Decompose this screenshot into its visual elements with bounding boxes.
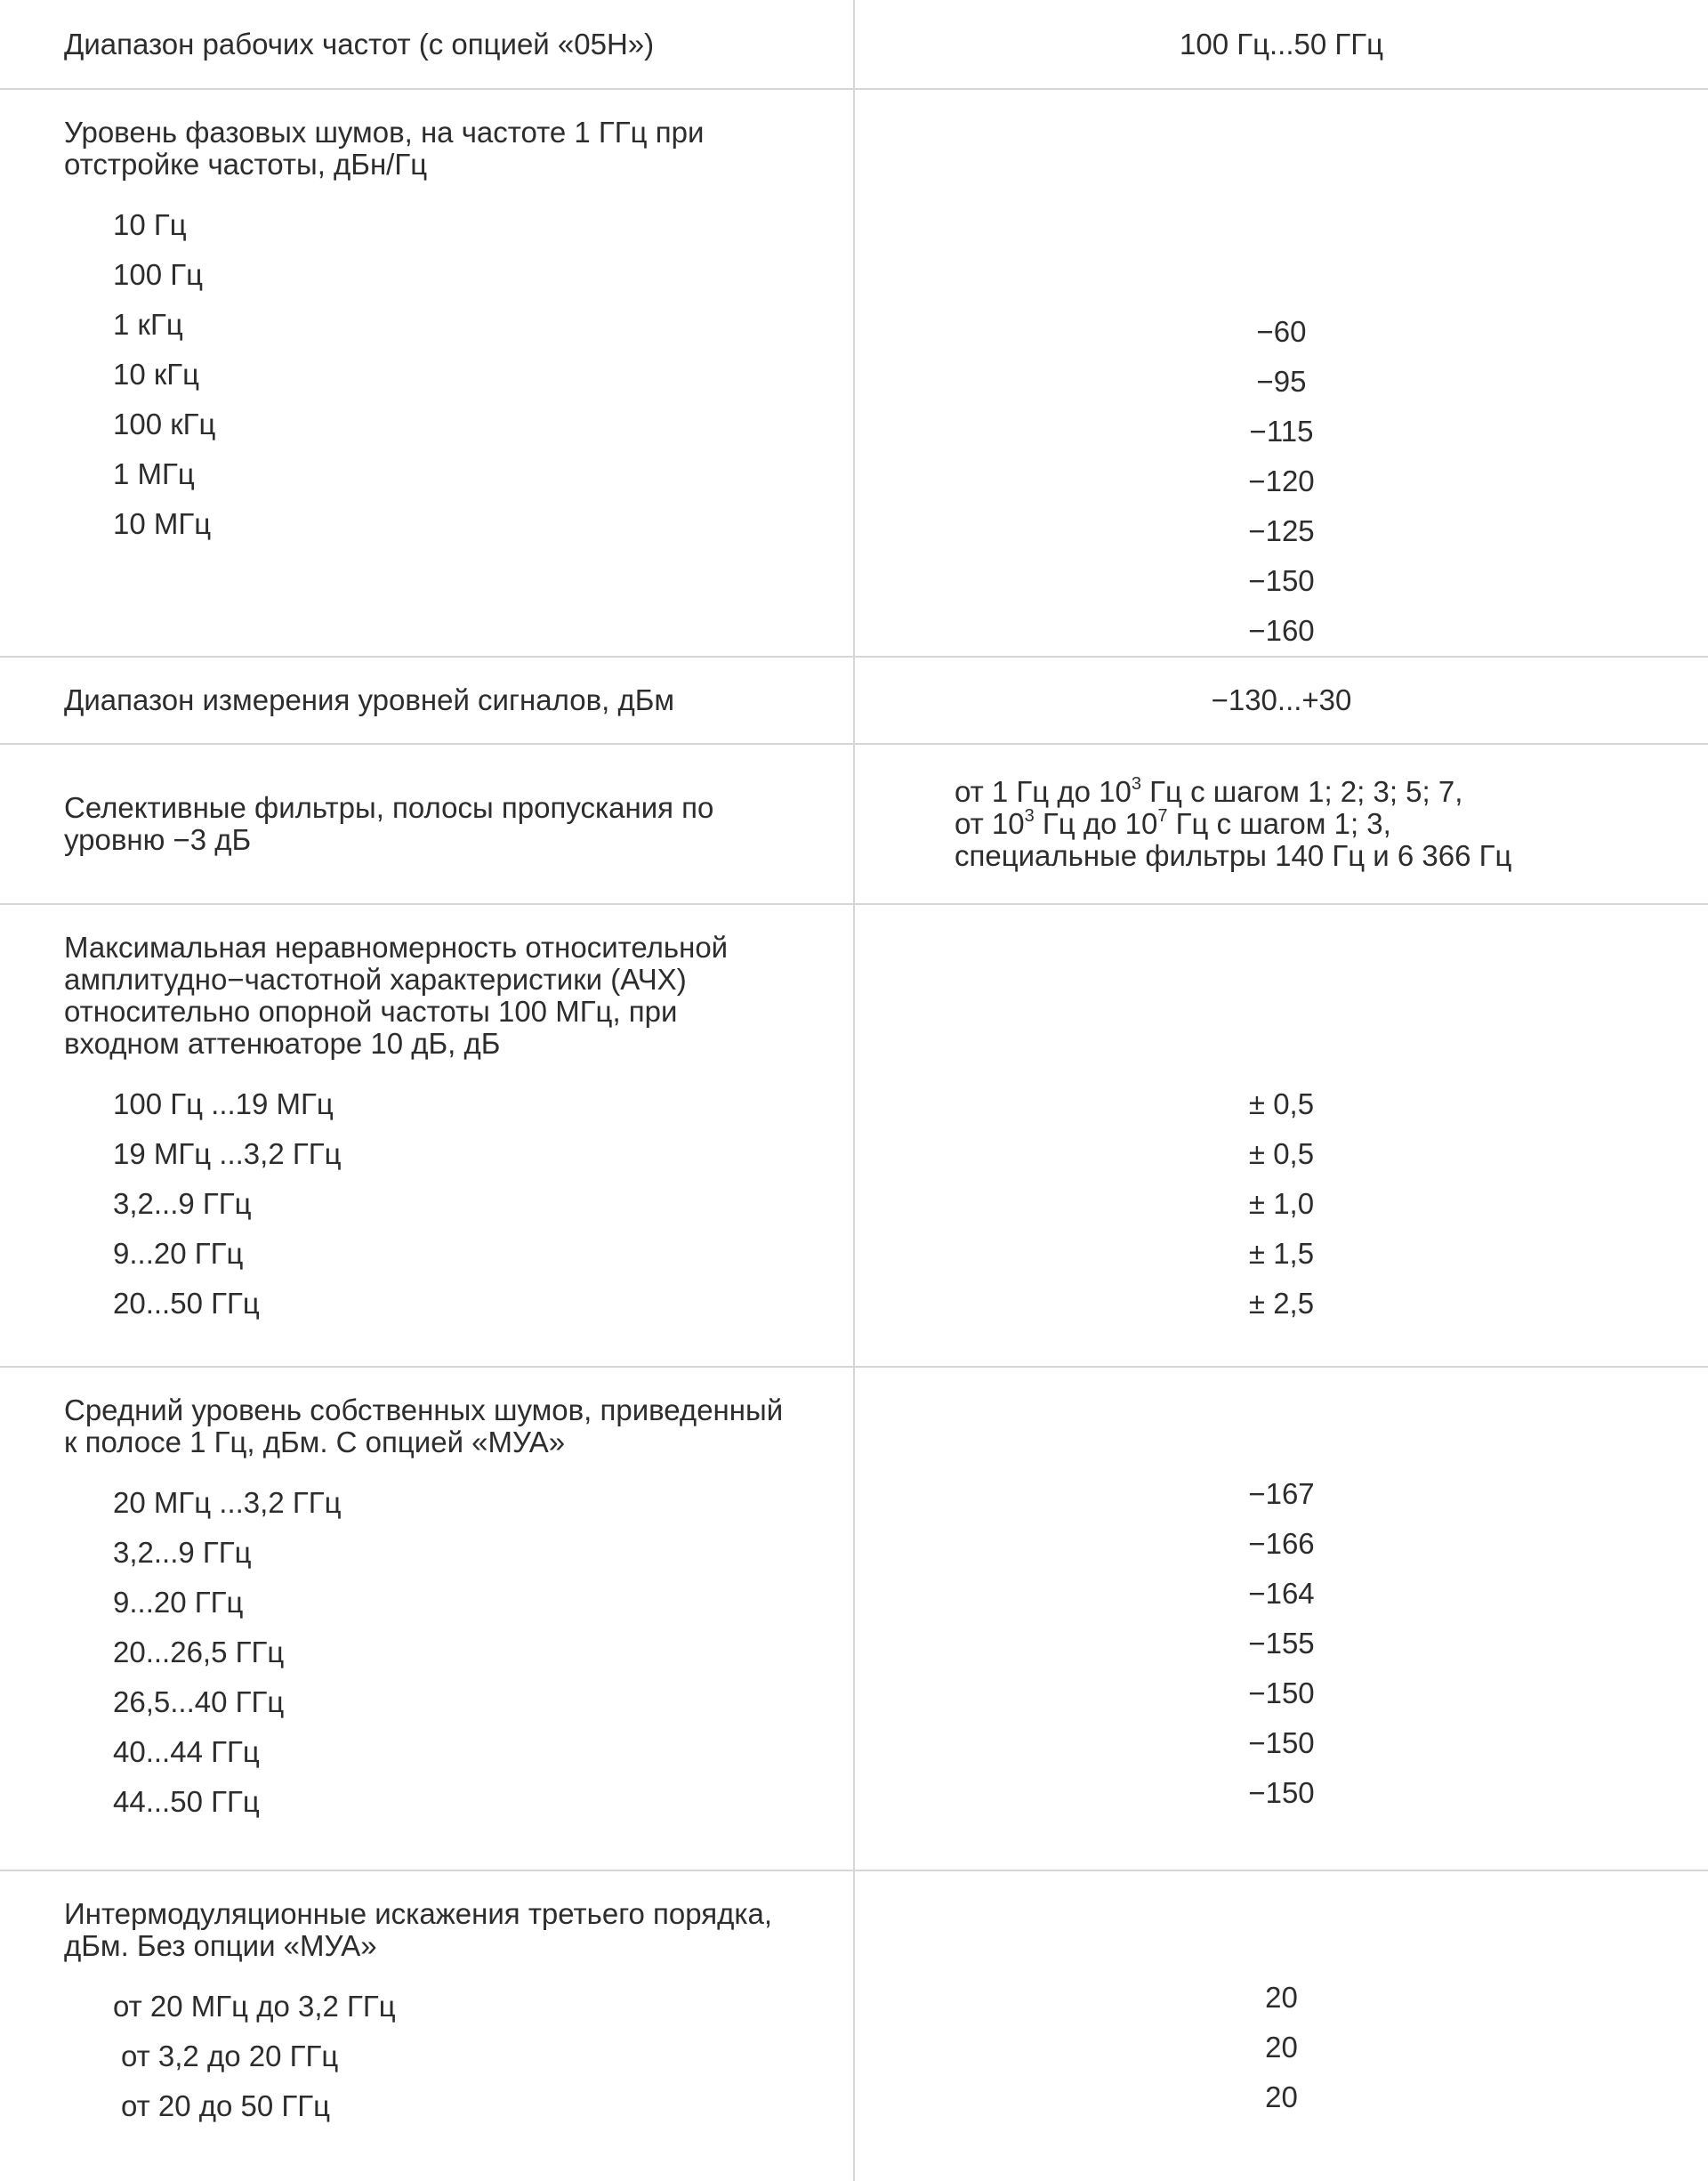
value-list xyxy=(855,1079,1708,1329)
sub-param-list xyxy=(0,1478,853,1827)
filter-line-1: от 1 Гц до $10^3$ Гц с шагом 1; 2; 3; 5; 7, xyxy=(955,774,1463,808)
value-list xyxy=(855,1973,1708,2122)
sub-param: 3,2...9 ГГц xyxy=(113,1536,252,1569)
sub-param: 10 кГц xyxy=(113,358,200,391)
sub-param: 10 Гц xyxy=(113,208,187,241)
sub-value: −160 xyxy=(1248,614,1315,647)
row-intermodulation xyxy=(0,1870,1708,2181)
param-label xyxy=(0,792,853,856)
sub-param: от 3,2 до 20 ГГц xyxy=(121,2040,339,2072)
param-cell xyxy=(0,0,854,89)
sub-value: −120 xyxy=(1248,464,1315,497)
sub-value: −164 xyxy=(1248,1577,1315,1610)
row-level-range xyxy=(0,657,1708,744)
sub-param: 20 МГц ...3,2 ГГц xyxy=(113,1486,342,1519)
param-value: −130...+30 xyxy=(1211,683,1352,716)
sub-value: −155 xyxy=(1248,1627,1315,1660)
group-title-line: относительно опорной частоты 100 МГц, при xyxy=(64,995,678,1028)
group-title-line: дБм. Без опции «МУА» xyxy=(64,1929,377,1962)
sub-param: 1 кГц xyxy=(113,308,183,341)
group-title xyxy=(0,90,853,181)
group-title-line: амплитудно−частотной характеристики (АЧХ) xyxy=(64,963,687,996)
param-cell xyxy=(0,1870,854,2181)
sub-param: 44...50 ГГц xyxy=(113,1785,260,1818)
sub-value: −125 xyxy=(1248,514,1315,547)
sub-param: 26,5...40 ГГц xyxy=(113,1685,285,1718)
sub-value: 20 xyxy=(1265,2080,1298,2113)
value-cell xyxy=(854,0,1708,89)
sub-param: 10 МГц xyxy=(113,507,212,540)
value-list xyxy=(855,307,1708,656)
sub-value: 20 xyxy=(1265,1981,1298,2014)
group-title-line: отстройке частоты, дБн/Гц xyxy=(64,148,428,181)
sub-value: −150 xyxy=(1248,1776,1315,1809)
sub-value: −166 xyxy=(1248,1527,1315,1560)
sub-param: 100 кГц xyxy=(113,408,216,440)
filter-line-3: специальные фильтры 140 Гц и 6 366 Гц xyxy=(955,839,1512,872)
sub-param: 1 МГц xyxy=(113,457,195,490)
param-label-line: уровню −3 дБ xyxy=(64,823,252,856)
sub-param: 20...50 ГГц xyxy=(113,1287,260,1320)
sub-param: от 20 до 50 ГГц xyxy=(121,2089,331,2122)
value-cell xyxy=(854,1367,1708,1870)
sub-value: −150 xyxy=(1248,1726,1315,1759)
row-selective-filters xyxy=(0,744,1708,904)
sub-param: от 20 МГц до 3,2 ГГц xyxy=(113,1990,396,2023)
filter-values xyxy=(855,776,1708,872)
sub-param: 3,2...9 ГГц xyxy=(113,1187,252,1220)
sub-value: 20 xyxy=(1265,2031,1298,2064)
sub-param-list xyxy=(0,200,853,549)
group-title xyxy=(0,905,853,1060)
sub-value: ± 1,5 xyxy=(1248,1237,1315,1270)
sub-param: 9...20 ГГц xyxy=(113,1237,244,1270)
value-cell xyxy=(854,904,1708,1367)
row-frequency-range xyxy=(0,0,1708,89)
sub-param: 19 МГц ...3,2 ГГц xyxy=(113,1137,342,1170)
sub-param: 20...26,5 ГГц xyxy=(113,1636,285,1668)
param-cell xyxy=(0,904,854,1367)
row-flatness xyxy=(0,904,1708,1367)
value-list xyxy=(855,1469,1708,1818)
group-title-line: Уровень фазовых шумов, на частоте 1 ГГц при xyxy=(64,116,705,149)
param-label: Диапазон рабочих частот (с опцией «05Н») xyxy=(64,27,655,61)
sub-param-list xyxy=(0,1079,853,1329)
sub-value: ± 0,5 xyxy=(1248,1137,1315,1170)
row-noise-level xyxy=(0,1367,1708,1870)
param-cell xyxy=(0,1367,854,1870)
value-cell xyxy=(854,657,1708,744)
sub-param-list xyxy=(0,1982,853,2131)
sub-value: ± 1,0 xyxy=(1248,1187,1315,1220)
group-title-line: Средний уровень собственных шумов, приведенный xyxy=(64,1393,784,1426)
row-phase-noise xyxy=(0,89,1708,657)
param-label: Диапазон измерения уровней сигналов, дБм xyxy=(64,683,675,716)
sub-param: 40...44 ГГц xyxy=(113,1735,260,1768)
sub-value: −95 xyxy=(1256,365,1307,398)
group-title-line: к полосе 1 Гц, дБм. С опцией «МУА» xyxy=(64,1426,566,1458)
group-title-line: входном аттенюаторе 10 дБ, дБ xyxy=(64,1027,501,1060)
sub-param: 100 Гц xyxy=(113,258,203,291)
value-cell xyxy=(854,744,1708,904)
sub-value: −60 xyxy=(1256,315,1307,348)
group-title-line: Интермодуляционные искажения третьего порядка, xyxy=(64,1897,773,1930)
group-title-line: Максимальная неравномерность относительной xyxy=(64,931,729,964)
sub-value: ± 2,5 xyxy=(1248,1287,1315,1320)
group-title xyxy=(0,1368,853,1458)
value-cell xyxy=(854,1870,1708,2181)
group-title xyxy=(0,1871,853,1962)
sub-value: −167 xyxy=(1248,1477,1315,1510)
sub-value: −150 xyxy=(1248,564,1315,597)
value-cell xyxy=(854,89,1708,657)
sub-value: ± 0,5 xyxy=(1248,1087,1315,1120)
param-cell xyxy=(0,89,854,657)
sub-value: −115 xyxy=(1249,415,1314,448)
filter-line-2: от $10^3$ Гц до $10^7$ Гц с шагом 1; 3, xyxy=(955,806,1391,840)
sub-value: −150 xyxy=(1248,1676,1315,1709)
param-cell xyxy=(0,657,854,744)
sub-param: 9...20 ГГц xyxy=(113,1586,244,1619)
param-cell xyxy=(0,744,854,904)
param-value: 100 Гц...50 ГГц xyxy=(1179,27,1384,61)
sub-param: 100 Гц ...19 МГц xyxy=(113,1087,334,1120)
param-label-line: Селективные фильтры, полосы пропускания по xyxy=(64,791,714,824)
